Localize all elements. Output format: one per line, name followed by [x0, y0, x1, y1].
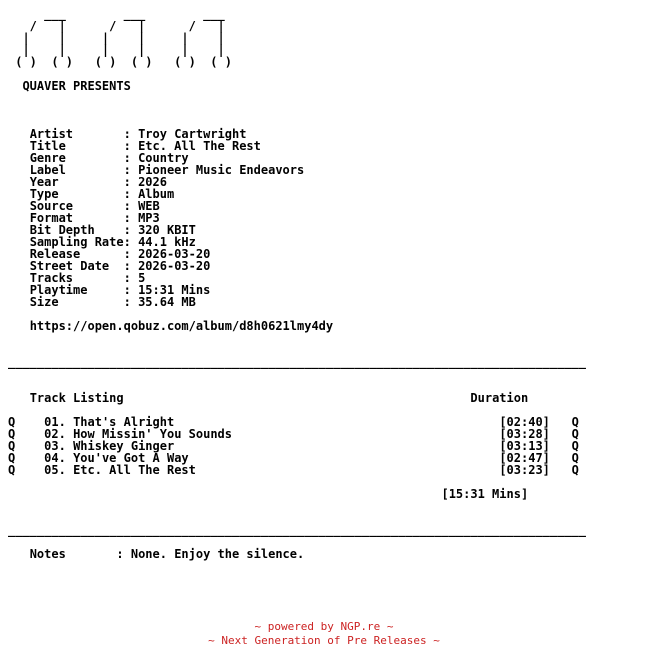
track-duration: [03:13] — [499, 439, 550, 453]
info-label: Year — [29, 175, 59, 189]
track-title: You've Got A Way — [73, 451, 189, 465]
info-row: Artist : Troy Cartwright — [29, 127, 247, 141]
track-number: 02. — [44, 427, 66, 441]
logo-art-line: / | / | / | — [8, 19, 225, 33]
track-duration: [02:40] — [499, 415, 550, 429]
info-row: Format : MP3 — [29, 211, 160, 225]
footer-tagline: ~ Next Generation of Pre Releases ~ — [208, 634, 440, 647]
info-value: 2026-03-20 — [138, 247, 211, 261]
info-label: Type — [29, 187, 59, 201]
track-duration: [03:28] — [499, 427, 550, 441]
track-number: 01. — [44, 415, 66, 429]
track-marker: Q — [571, 451, 579, 465]
track-marker: Q — [571, 439, 579, 453]
info-row: Label : Pioneer Music Endeavors — [29, 163, 305, 177]
info-value: 44.1 kHz — [138, 235, 196, 249]
info-row: Type : Album — [29, 187, 175, 201]
info-label: Street Date — [29, 259, 110, 273]
track-list — [8, 416, 644, 476]
separator-line: ________________________________________________________________________________ — [8, 355, 586, 369]
notes-line — [8, 548, 644, 560]
info-row: Year : 2026 — [29, 175, 167, 189]
total-duration: [15:31 Mins] — [441, 487, 529, 501]
info-label: Format — [29, 211, 74, 225]
info-row: Release : 2026-03-20 — [29, 247, 211, 261]
presenter-line — [8, 80, 644, 92]
info-row: Genre : Country — [29, 151, 189, 165]
notes-text: : None. Enjoy the silence. — [116, 547, 305, 561]
track-marker: Q — [8, 415, 16, 429]
info-label: Source — [29, 199, 74, 213]
track-marker: Q — [8, 439, 16, 453]
info-value: MP3 — [138, 211, 160, 225]
track-duration: [02:47] — [499, 451, 550, 465]
album-url-link[interactable]: https://open.qobuz.com/album/d8h0621lmy4dy — [29, 319, 334, 333]
tracklist-header — [8, 392, 644, 404]
nfo-document — [8, 8, 644, 560]
info-row: Playtime : 15:31 Mins — [29, 283, 211, 297]
track-marker: Q — [571, 463, 579, 477]
track-marker: Q — [8, 463, 16, 477]
track-marker: Q — [8, 451, 16, 465]
info-value: Etc. All The Rest — [138, 139, 261, 153]
info-label: Title — [29, 139, 66, 153]
info-row: Sampling Rate: 44.1 kHz — [29, 235, 196, 249]
info-row: Size : 35.64 MB — [29, 295, 196, 309]
info-value: WEB — [138, 199, 160, 213]
info-label: Genre — [29, 151, 66, 165]
info-label: Bit Depth — [29, 223, 95, 237]
separator-line: ________________________________________________________________________________ — [8, 523, 586, 537]
info-value: Troy Cartwright — [138, 127, 247, 141]
info-value: Pioneer Music Endeavors — [138, 163, 305, 177]
info-value: Country — [138, 151, 189, 165]
track-title: How Missin' You Sounds — [73, 427, 233, 441]
info-row: Bit Depth : 320 KBIT — [29, 223, 196, 237]
info-label: Artist — [29, 127, 74, 141]
ascii-logo — [8, 8, 644, 68]
logo-art-line: ___ ___ ___ — [8, 7, 225, 21]
info-row: Tracks : 5 — [29, 271, 146, 285]
info-value: 15:31 Mins — [138, 283, 211, 297]
track-duration: [03:23] — [499, 463, 550, 477]
total-duration-line — [8, 488, 644, 500]
info-value: Album — [138, 187, 175, 201]
info-row: Title : Etc. All The Rest — [29, 139, 261, 153]
track-number: 03. — [44, 439, 66, 453]
track-marker: Q — [571, 415, 579, 429]
notes-label: Notes — [29, 547, 66, 561]
track-row — [8, 464, 644, 476]
logo-art-line: | | | | | | — [8, 31, 225, 45]
track-marker: Q — [8, 427, 16, 441]
presenter-text: QUAVER PRESENTS — [22, 79, 131, 93]
footer-powered-by: ~ powered by NGP.re ~ — [254, 620, 394, 633]
track-listing-heading: Track Listing — [29, 391, 124, 405]
logo-art-line: ( ) ( ) ( ) ( ) ( ) ( ) — [8, 55, 232, 69]
info-value: 5 — [138, 271, 146, 285]
logo-art-line: | | | | | | — [8, 43, 225, 57]
info-row: Street Date : 2026-03-20 — [29, 259, 211, 273]
info-label: Playtime — [29, 283, 88, 297]
info-label: Label — [29, 163, 66, 177]
info-label: Size — [29, 295, 59, 309]
info-value: 2026-03-20 — [138, 259, 211, 273]
track-title: Whiskey Ginger — [73, 439, 175, 453]
info-row: Source : WEB — [29, 199, 160, 213]
footer — [0, 620, 648, 648]
info-value: 320 KBIT — [138, 223, 196, 237]
info-label: Tracks — [29, 271, 74, 285]
info-label: Release — [29, 247, 81, 261]
duration-heading: Duration — [470, 391, 529, 405]
url-line — [8, 320, 644, 332]
track-title: Etc. All The Rest — [73, 463, 196, 477]
info-label: Sampling Rate — [29, 235, 124, 249]
track-number: 05. — [44, 463, 66, 477]
info-value: 2026 — [138, 175, 167, 189]
track-marker: Q — [571, 427, 579, 441]
track-number: 04. — [44, 451, 66, 465]
track-title: That's Alright — [73, 415, 175, 429]
release-info-table — [8, 128, 644, 308]
info-value: 35.64 MB — [138, 295, 196, 309]
